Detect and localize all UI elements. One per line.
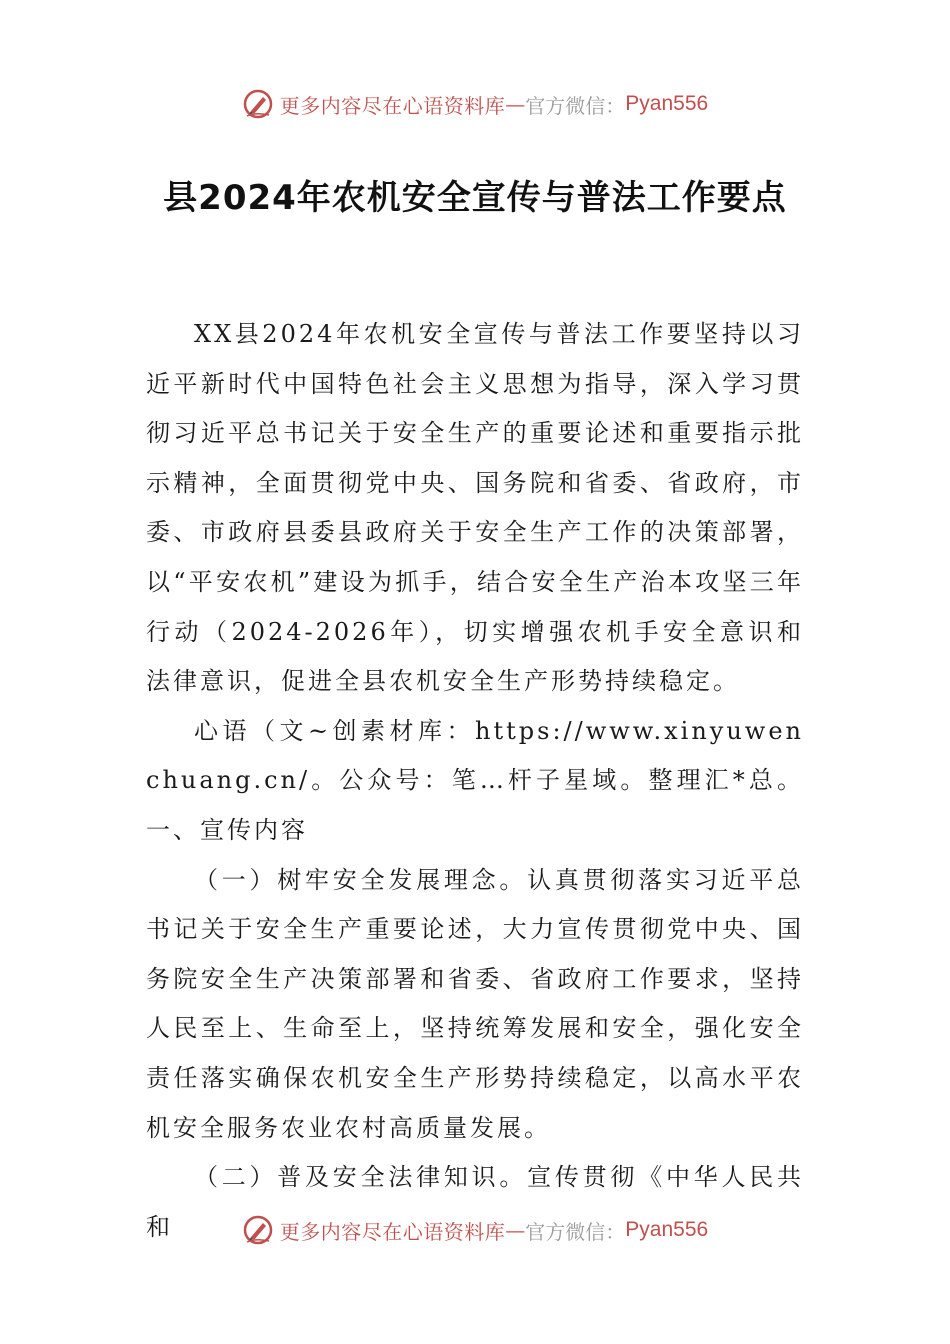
watermark-wechat-label: 官方微信： bbox=[525, 93, 626, 118]
watermark-wechat-label: 官方微信： bbox=[525, 1219, 626, 1244]
paragraph-source: 心语（文~创素材库：https://www.xinyuwenchuang.cn/。公众号：笔…杆子星域。整理汇*总。一、宣传内容 bbox=[146, 716, 804, 844]
paragraph-intro: XX县2024年农机安全宣传与普法工作要坚持以习近平新时代中国特色社会主义思想为指导，深入学习贯彻习近平总书记关于安全生产的重要论述和重要指示批示精神，全面贯彻党中央、国务院和省委、省政府，市委、市政府县委县政府关于安全生产工作的决策部署，以“平安农机”建设为抓手，结合安全生产治本攻坚三年行动（2024-2026年），切实增强农机手安全意识和法律意识，促进全县农机安全生产形势持续稳定。 bbox=[146, 320, 804, 696]
watermark-text: 更多内容尽在心语资料库 bbox=[279, 93, 506, 118]
watermark-dash: — bbox=[505, 92, 526, 116]
paragraph-item-2: （二）普及安全法律知识。宣传贯彻《中华人民共和 bbox=[146, 1163, 804, 1241]
watermark-wechat-id: Pyan556 bbox=[625, 92, 709, 115]
watermark-footer bbox=[0, 1210, 950, 1250]
pen-logo-icon bbox=[242, 88, 274, 120]
pen-logo-icon bbox=[242, 1214, 274, 1246]
watermark-wechat-id: Pyan556 bbox=[625, 1218, 709, 1241]
watermark-text: 更多内容尽在心语资料库 bbox=[279, 1219, 506, 1244]
watermark-dash: — bbox=[505, 1218, 526, 1242]
document-title: 县2024年农机安全宣传与普法工作要点 bbox=[163, 178, 787, 218]
watermark-header bbox=[0, 84, 950, 124]
paragraph-item-1: （一）树牢安全发展理念。认真贯彻落实习近平总书记关于安全生产重要论述，大力宣传贯彻党中央、国务院安全生产决策部署和省委、省政府工作要求，坚持人民至上、生命至上，坚持统筹发展和安全，强化安全责任落实确保农机安全生产形势持续稳定，以高水平农机安全服务农业农村高质量发展。 bbox=[146, 865, 804, 1142]
document-body bbox=[146, 310, 804, 1252]
